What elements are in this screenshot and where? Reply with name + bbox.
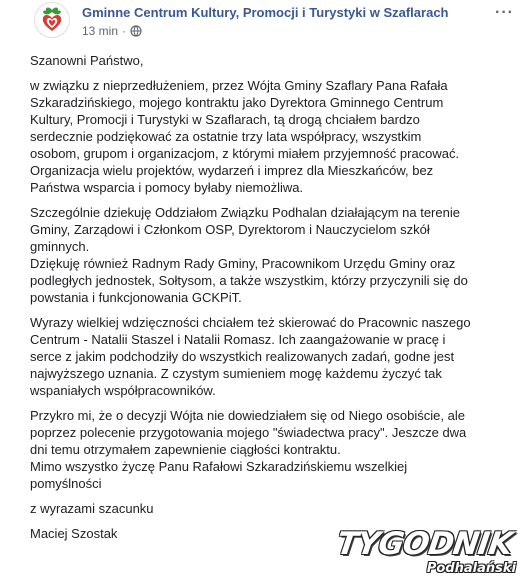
meta-separator: · [122, 24, 127, 38]
post-header [34, 2, 514, 38]
page-name-link[interactable]: Gminne Centrum Kultury, Promocji i Turystyki w Szaflarach [82, 5, 449, 20]
post-paragraph: Szczególnie dziekuję Oddziałom Związku Podhalan działającym na terenie Gminy, Zarządowi i Członkom OSP, Dyrektorom i Nauczycielom szkół gminnych. [30, 205, 460, 254]
globe-icon[interactable] [130, 25, 142, 40]
post-time[interactable]: 13 min [82, 24, 119, 38]
heart-logo-icon[interactable] [34, 2, 70, 38]
post-paragraph: Przykro mi, że o decyzji Wójta nie dowiedziałem się od Niego osobiście, ale poprzez polecenie przygotowania mojego "świadectwa pracy". Jeszcze dwa dni temu otrzymałem zapewnienie ciągłości kontraktu. Mimo wszystko życzę Panu Rafałowi Szkaradzińskiemu wszelkiej pomyślności [30, 408, 467, 491]
watermark-sub: Podhalański [426, 561, 516, 576]
watermark-main: TYGODNIK [334, 526, 515, 562]
post-signature: Maciej Szostak [30, 526, 118, 541]
post-paragraph: z wyrazami szacunku [30, 501, 154, 516]
post-paragraph: Wyrazy wielkiej wdzięczności chciałem też skierować do Pracownic naszego Centrum - Natalii Staszel i Natalii Romasz. Ich zaangażowanie w pracę i serce z jakim podchodziły do wszystkich realizowanych zadań, godne jest najwyższego uznania. Z czystym sumieniem mogę każdemu życzyć tak wspaniałych współpracowników. [30, 315, 471, 398]
post-meta [82, 24, 142, 40]
post-paragraph: Dziękuję również Radnym Rady Gminy, Pracownikom Urzędu Gminy oraz podległych jednostek, Sołtysom, a także wszystkim, którzy przyczynili się do powstania i funkcjonowania GCKPiT. [30, 256, 468, 305]
post-content [30, 52, 504, 550]
more-options-icon[interactable]: ··· [495, 4, 514, 21]
post-paragraph: w związku z nieprzedłużeniem, przez Wójta Gminy Szaflary Pana Rafała Szkaradzińskiego, mojego kontraktu jako Dyrektora Gminnego Centrum Kultury, Promocji i Turystyki w Szaflarach, tą drogą chciałem bardzo serdecznie podziękować za ostatnie trzy lata współpracy, wszystkim osobom, grupom i organizacjom, z którymi miałem przyjemność pracować. Organizacja wielu projektów, wydarzeń i imprez dla Mieszkańców, bez Państwa wsparcia i pomocy byłaby niemożliwa. [30, 78, 460, 195]
watermark-logo [334, 526, 524, 577]
post-paragraph: Szanowni Państwo, [30, 53, 144, 68]
